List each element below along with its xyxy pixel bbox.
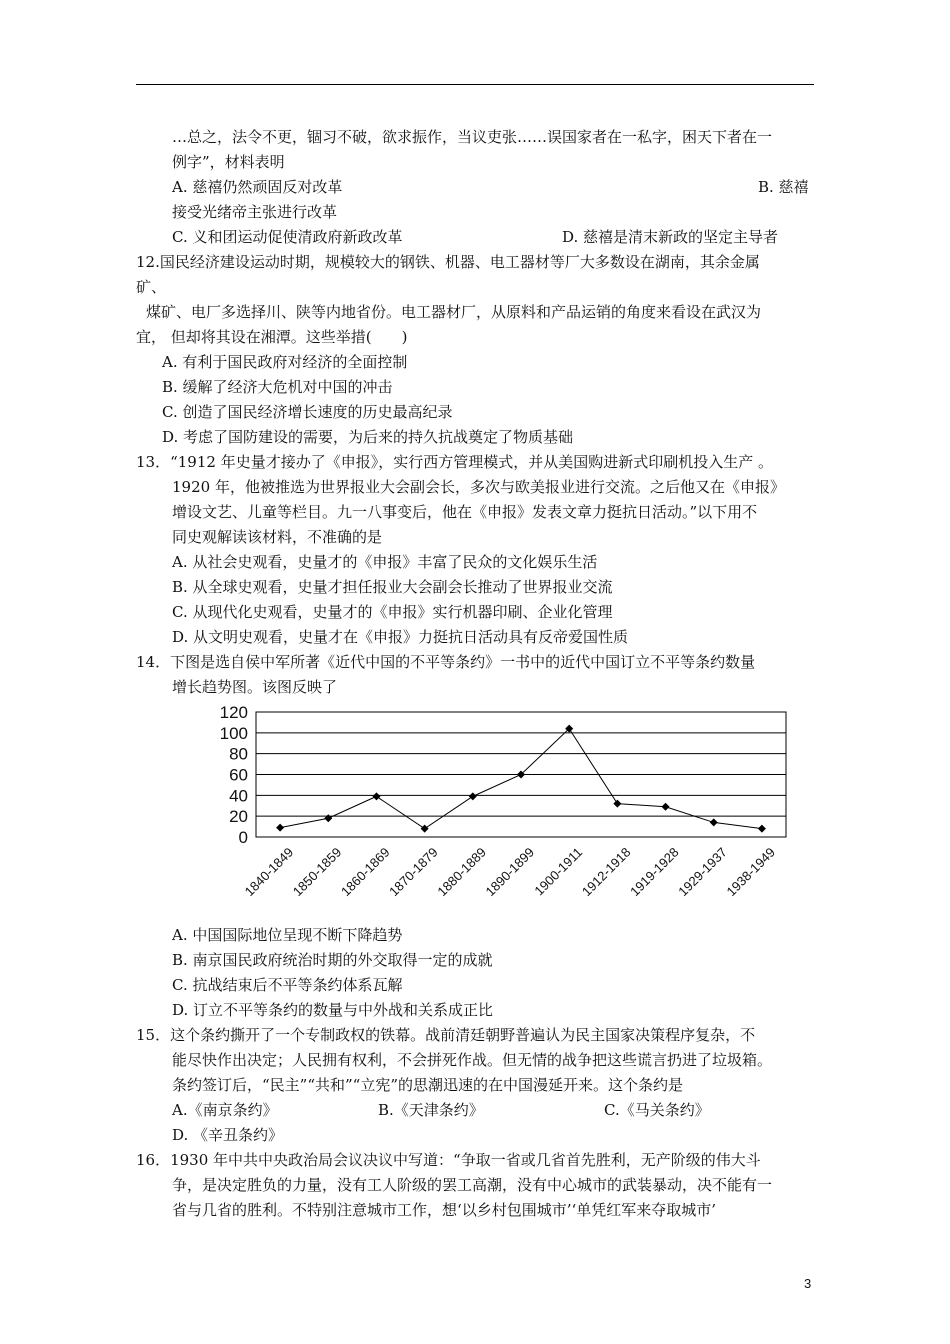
y-tick-label: 60 xyxy=(229,765,248,785)
x-tick-label: 1840-1849 xyxy=(241,844,297,900)
q13-stem: 1920 年，他被推选为世界报业大会副会长，多次与欧美报业进行交流。之后他又在《申报》 xyxy=(172,478,785,496)
x-tick-label: 1912-1918 xyxy=(578,844,634,900)
q11-option-b-cont: 接受光绪帝主张进行改革 xyxy=(172,203,338,221)
x-tick-label: 1880-1889 xyxy=(434,844,489,900)
data-point xyxy=(324,814,332,822)
q14-option-d: D. 订立不平等条约的数量与中外战和关系成正比 xyxy=(172,1001,494,1019)
data-point xyxy=(758,825,766,833)
q15-stem: 条约签订后，“民主”“共和”“立宪”的思潮迅速的在中国漫延开来。这个条约是 xyxy=(172,1076,684,1094)
q15-stem: 能尽快作出决定；人民拥有权利，不会拼死作战。但无情的战争把这些谎言扔进了垃圾箱。 xyxy=(172,1051,773,1069)
q14-option-a: A. 中国国际地位呈现不断下降趋势 xyxy=(172,926,403,944)
page-number: 3 xyxy=(804,1276,812,1291)
data-point xyxy=(662,803,670,811)
q11-option-d: D. 慈禧是清末新政的坚定主导者 xyxy=(562,228,779,246)
y-tick-label: 20 xyxy=(229,807,248,827)
q12-option-c: C. 创造了国民经济增长速度的历史最高纪录 xyxy=(162,403,453,421)
q15-option-c: C.《马关条约》 xyxy=(604,1101,710,1119)
q13-stem: 增设文艺、儿童等栏目。九一八事变后，他在《申报》发表文章力挺抗日活动。”以下用不 xyxy=(172,503,758,521)
q16-stem: 争，是决定胜负的力量，没有工人阶级的罢工高潮，没有中心城市的武装暴动，决不能有一 xyxy=(172,1176,773,1194)
q11-option-a: A. 慈禧仍然顽固反对改革 xyxy=(172,178,343,196)
q13-stem: 同史观解读该材料，不准确的是 xyxy=(172,528,383,546)
q12-stem: 矿、 xyxy=(136,278,167,296)
q14-stem: 14．下图是选自侯中军所著《近代中国的不平等条约》一书中的近代中国订立不平等条约数量 xyxy=(136,653,756,671)
data-point xyxy=(710,818,718,826)
data-point xyxy=(372,792,380,800)
q15-stem: 15．这个条约撕开了一个专制政权的铁幕。战前清廷朝野普遍认为民主国家决策程序复杂，不 xyxy=(136,1026,756,1044)
x-tick-label: 1919-1928 xyxy=(627,844,682,900)
q16-stem: 省与几省的胜利。不特别注意城市工作，想‘以乡村包围城市’‘单凭红军来夺取城市’ xyxy=(172,1201,717,1219)
data-point xyxy=(276,824,284,832)
q11-line: 例字”，材料表明 xyxy=(172,153,285,171)
y-tick-label: 80 xyxy=(229,744,248,764)
q12-option-b: B. 缓解了经济大危机对中国的冲击 xyxy=(162,378,393,396)
y-tick-label: 100 xyxy=(219,723,248,743)
x-tick-label: 1929-1937 xyxy=(675,844,730,900)
y-tick-label: 40 xyxy=(229,786,248,806)
q16-stem: 16．1930 年中共中央政治局会议决议中写道：“争取一省或几省首先胜利，无产阶级的伟大斗 xyxy=(136,1151,761,1169)
x-tick-label: 1870-1879 xyxy=(386,844,441,900)
q14-stem: 增长趋势图。该图反映了 xyxy=(172,678,338,696)
q15-option-a: A.《南京条约》 xyxy=(172,1101,278,1119)
q12-option-a: A. 有利于国民政府对经济的全面控制 xyxy=(162,353,408,371)
q15-option-d: D. 《辛丑条约》 xyxy=(172,1126,284,1144)
x-tick-label: 1900-1911 xyxy=(531,844,586,899)
x-tick-label: 1850-1859 xyxy=(289,844,345,900)
data-point xyxy=(469,792,477,800)
q14-option-b: B. 南京国民政府统治时期的外交取得一定的成就 xyxy=(172,951,493,969)
q13-option-b: B. 从全球史观看，史量才担任报业大会副会长推动了世界报业交流 xyxy=(172,578,613,596)
q12-option-d: D. 考虑了国防建设的需要，为后来的持久抗战奠定了物质基础 xyxy=(162,428,574,446)
treaty-count-chart xyxy=(196,700,796,925)
y-tick-label: 0 xyxy=(238,828,248,847)
x-tick-label: 1890-1899 xyxy=(482,844,538,900)
q11-option-b: B. 慈禧 xyxy=(758,178,809,196)
q11-line: …总之，法令不更，锢习不破，欲求振作，当议吏张……误国家者在一私字，困天下者在一 xyxy=(172,128,773,146)
q14-option-c: C. 抗战结束后不平等条约体系瓦解 xyxy=(172,976,403,994)
data-point xyxy=(613,800,621,808)
series-line xyxy=(280,729,762,829)
header-rule xyxy=(136,84,814,85)
y-tick-label: 120 xyxy=(219,703,248,722)
data-point xyxy=(421,825,429,833)
q13-option-c: C. 从现代化史观看，史量才的《申报》实行机器印刷、企业化管理 xyxy=(172,603,613,621)
q13-stem: 13．“1912 年史量才接办了《申报》，实行西方管理模式，并从美国购进新式印刷机投入生产 。 xyxy=(136,453,773,471)
x-tick-label: 1860-1869 xyxy=(338,844,393,900)
q12-stem: 12.国民经济建设运动时期，规模较大的钢铁、机器、电工器材等厂大多数设在湖南，其余金属 xyxy=(136,253,760,271)
q12-stem: 宜， 但却将其设在湘潭。这些举措( ) xyxy=(136,328,408,346)
q13-option-d: D. 从文明史观看，史量才在《申报》力挺抗日活动具有反帝爱国性质 xyxy=(172,628,629,646)
x-tick-label: 1938-1949 xyxy=(723,844,779,900)
q13-option-a: A. 从社会史观看，史量才的《申报》丰富了民众的文化娱乐生活 xyxy=(172,553,598,571)
q11-option-c: C. 义和团运动促使清政府新政改革 xyxy=(172,228,403,246)
q12-stem: 煤矿、电厂多选择川、陕等内地省份。电工器材厂，从原料和产品运销的角度来看设在武汉为 xyxy=(146,303,762,321)
q15-option-b: B.《天津条约》 xyxy=(378,1101,484,1119)
